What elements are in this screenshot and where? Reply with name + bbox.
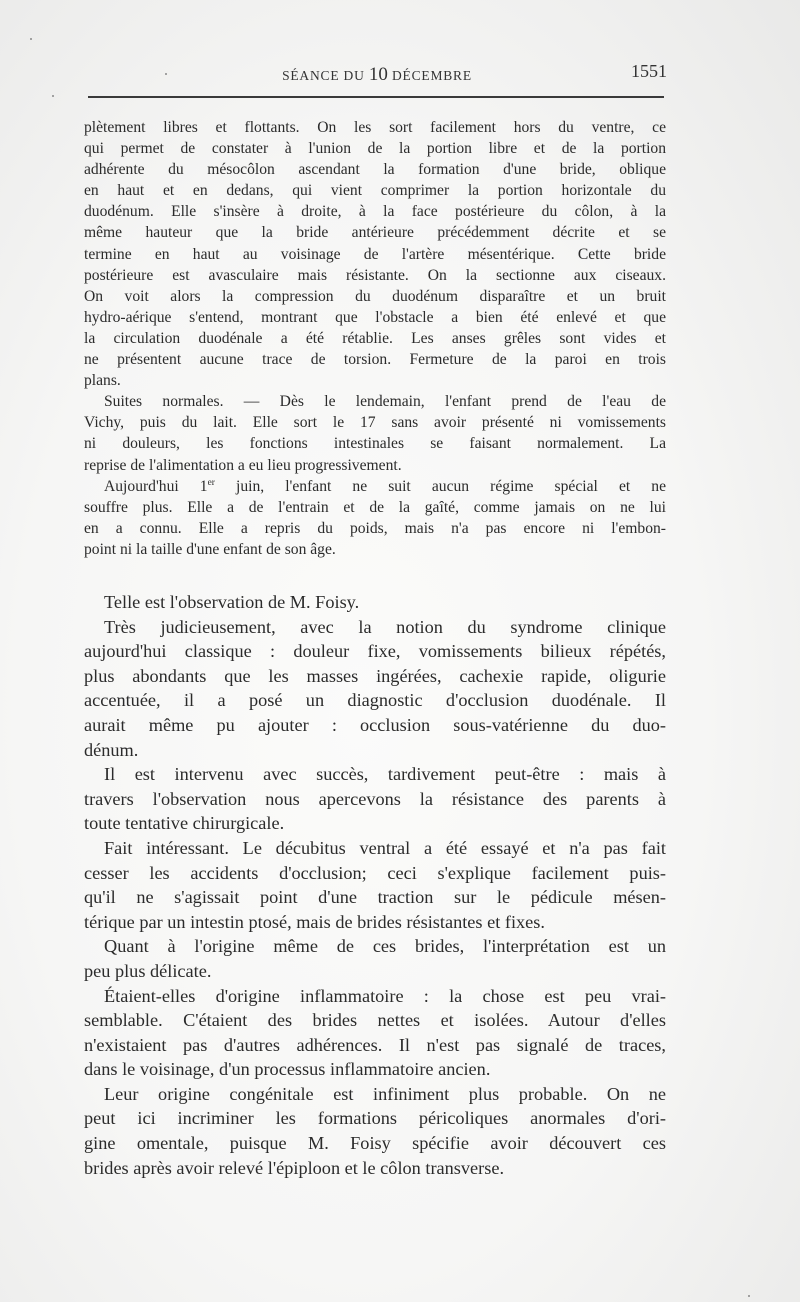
text-line: Suites normales. — Dès le lendemain, l'enfant prend de l'eau de: [104, 393, 666, 411]
text-line: gine omentale, puisque M. Foisy spécifie avoir découvert ces: [84, 1133, 666, 1154]
text-line: Il est intervenu avec succès, tardivement peut-être : mais à: [104, 764, 666, 785]
superscript: er: [207, 477, 215, 488]
text-line: aujourd'hui classique : douleur fixe, vomissements bilieux répétés,: [84, 641, 666, 662]
text-line: adhérente du mésocôlon ascendant la formation d'une bride, oblique: [84, 161, 666, 179]
header-rule: [88, 96, 664, 98]
text-line: térique par un intestin ptosé, mais de brides résistantes et fixes.: [84, 911, 545, 932]
text-line: cesser les accidents d'occlusion; ceci s'explique facilement puis-: [84, 862, 666, 883]
text-line: reprise de l'alimentation a eu lieu progressivement.: [84, 456, 402, 474]
running-header: [87, 60, 667, 84]
paper-speck: [165, 73, 167, 75]
text-line: Telle est l'observation de M. Foisy.: [104, 592, 360, 612]
text-line: On voit alors la compression du duodénum disparaître et un bruit: [84, 287, 666, 305]
text-line: Leur origine congénitale est infiniment plus probable. On ne: [104, 1083, 666, 1104]
paragraph: [84, 984, 666, 1082]
text-line: duodénum. Elle s'insère à droite, à la face postérieure du côlon, à la: [84, 203, 666, 221]
header-title-prefix: SÉANCE DU: [282, 68, 369, 83]
text-line: hydro-aérique s'entend, montrant que l'obstacle a bien été enlevé et que: [84, 308, 666, 326]
text-line: qu'il ne s'agissait point d'une traction sur le pédicule mésen-: [84, 887, 666, 908]
paragraph: [84, 762, 666, 836]
page-number: 1551: [631, 61, 667, 81]
text-line: accentuée, il a posé un diagnostic d'occlusion duodénale. Il: [84, 690, 666, 711]
header-title-day: 10: [368, 64, 388, 85]
paper-speck: [30, 38, 32, 40]
text-line: en haut et en dedans, qui vient comprimer la portion horizontale du: [84, 182, 666, 200]
text-line: souffre plus. Elle a de l'entrain et de la gaîté, comme jamais on ne lui: [84, 498, 666, 516]
paragraph: [84, 836, 666, 934]
text-line: même hauteur que la bride antérieure précédemment décrite et se: [84, 224, 666, 242]
text-line: n'existaient pas d'autres adhérences. Il n'est pas signalé de traces,: [84, 1034, 666, 1055]
text-line: plus abondants que les masses ingérées, cachexie rapide, oligurie: [84, 665, 666, 686]
text-line: dénum.: [84, 739, 139, 760]
observation-text-block: [84, 117, 666, 560]
text-line: semblable. C'étaient des brides nettes et isolées. Autour d'elles: [84, 1010, 666, 1031]
paper-speck: [748, 1295, 750, 1297]
text-line: aurait même pu ajouter : occlusion sous-vatérienne du duo-: [84, 714, 666, 735]
running-header-title: [87, 64, 667, 86]
text-line: en a connu. Elle a repris du poids, mais n'a pas encore ni l'embon-: [84, 519, 666, 537]
text-line: la circulation duodénale a été rétablie. Les anses grêles sont vides et: [84, 329, 666, 347]
text-line: Étaient-elles d'origine inflammatoire : la chose est peu vrai-: [104, 985, 666, 1006]
text-line: Très judicieusement, avec la notion du syndrome clinique: [104, 616, 666, 637]
paragraph: [84, 590, 666, 615]
text-line: peu plus délicate.: [84, 960, 212, 981]
text-line: peut ici incriminer les formations péricoliques anormales d'ori-: [84, 1108, 666, 1129]
text-line: brides après avoir relevé l'épiploon et le côlon transverse.: [84, 1157, 505, 1178]
paragraph: [84, 391, 666, 475]
text-line: toute tentative chirurgicale.: [84, 813, 285, 834]
text-line: point ni la taille d'une enfant de son âge.: [84, 540, 336, 558]
paragraph: [84, 476, 666, 560]
paragraph: [84, 934, 666, 983]
paragraph: [84, 1082, 666, 1180]
paragraph: [84, 117, 666, 391]
text-line: dans le voisinage, d'un processus inflammatoire ancien.: [84, 1059, 491, 1080]
text-line: Fait intéressant. Le décubitus ventral a été essayé et n'a pas fait: [104, 837, 666, 858]
paper-speck: [52, 95, 54, 97]
commentary-text-block: [84, 590, 666, 1180]
text-line: ni douleurs, les fonctions intestinales se faisant normalement. La: [84, 435, 666, 453]
text-line: Quant à l'origine même de ces brides, l'interprétation est un: [104, 936, 666, 957]
text-line: ne présentent aucune trace de torsion. Fermeture de la paroi en trois: [84, 351, 666, 369]
text-line: Aujourd'hui 1er juin, l'enfant ne suit aucun régime spécial et ne: [104, 477, 667, 495]
text-line: postérieure est avasculaire mais résistante. On la sectionne aux ciseaux.: [84, 266, 666, 284]
paragraph: [84, 615, 666, 763]
text-line: plans.: [84, 372, 121, 390]
text-line: travers l'observation nous apercevons la résistance des parents à: [84, 788, 666, 809]
header-title-month: DÉCEMBRE: [387, 68, 472, 83]
text-line: qui permet de constater à l'union de la portion libre et de la portion: [84, 140, 666, 158]
text-line: Vichy, puis du lait. Elle sort le 17 sans avoir présenté ni vomissements: [84, 414, 666, 432]
text-line: plètement libres et flottants. On les sort facilement hors du ventre, ce: [84, 119, 666, 136]
text-line: termine en haut au voisinage de l'artère mésentérique. Cette bride: [84, 245, 666, 263]
